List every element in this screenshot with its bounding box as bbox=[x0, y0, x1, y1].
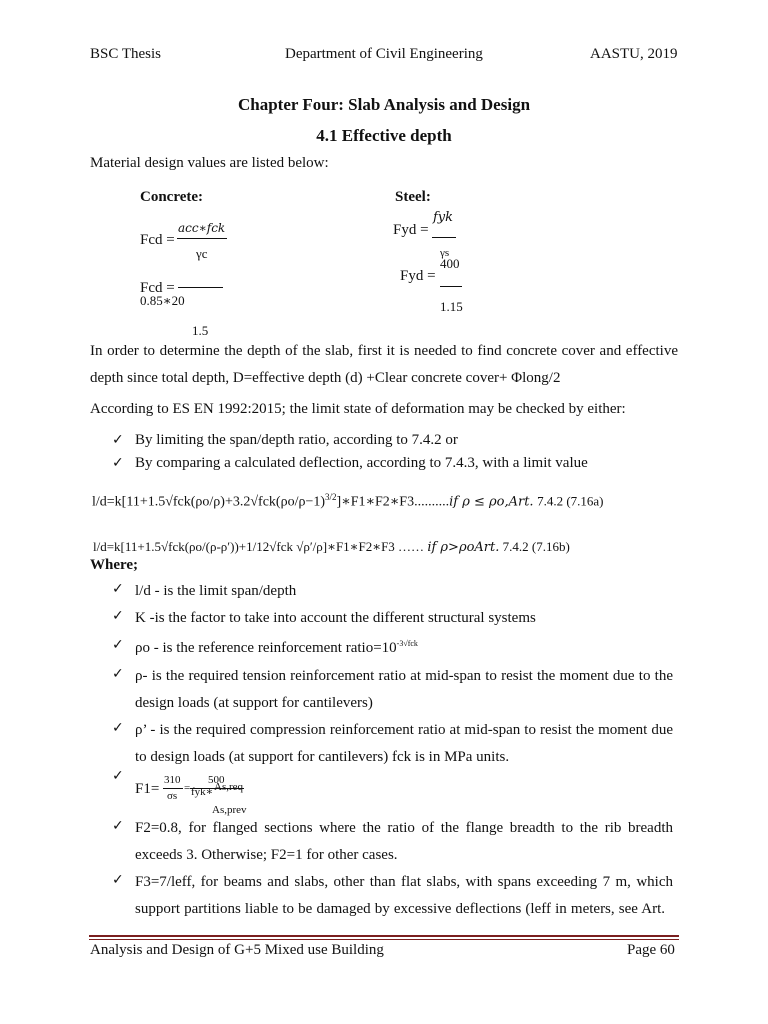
fyd-label: Fyd = bbox=[393, 222, 429, 238]
concrete-heading: Concrete: bbox=[140, 189, 204, 205]
equation-main: l/d=k[11+1.5√fck(ρo/(ρ-ρ′))+1/12√fck √ρ′/ρ]∗F1∗F2∗F3 …… bbox=[93, 539, 425, 554]
checkmark-icon: ✓ bbox=[112, 608, 124, 624]
steel-heading: Steel: bbox=[395, 189, 431, 205]
definition-item bbox=[135, 639, 418, 657]
definition-item-continued: to design loads (at support for cantilevers) fck is in MPa units. bbox=[135, 749, 510, 765]
list-item: By comparing a calculated deflection, according to 7.4.3, with a limit value bbox=[135, 455, 588, 471]
definition-text: ρo - is the reference reinforcement ratio=10 bbox=[135, 640, 397, 656]
checkmark-icon: ✓ bbox=[112, 637, 124, 653]
fcd2-denominator: 1.5 bbox=[192, 323, 209, 338]
equation-condition: if ρ ≤ ρo,Art. bbox=[449, 494, 534, 510]
definition-item: l/d - is the limit span/depth bbox=[135, 583, 297, 599]
intro-text: Material design values are listed below: bbox=[90, 155, 329, 171]
checkmark-icon: ✓ bbox=[112, 720, 124, 736]
definition-item-continued: design loads (at support for cantilevers) bbox=[135, 695, 373, 711]
fyd2-numerator: 400 bbox=[440, 256, 460, 271]
f1-label: F1= bbox=[135, 781, 160, 797]
f1-numerator-2: 500 bbox=[208, 774, 225, 786]
fyd-numerator: fyk bbox=[433, 210, 454, 225]
fcd-label: Fcd = bbox=[140, 232, 175, 248]
f1-fraction-line bbox=[163, 788, 183, 789]
where-label: Where; bbox=[90, 557, 139, 573]
definition-exponent: -3√fck bbox=[396, 639, 418, 648]
fyd-denominator: γs bbox=[440, 247, 450, 259]
header-right: AASTU, 2019 bbox=[590, 46, 678, 62]
footer-divider-thin bbox=[89, 939, 679, 940]
definition-item: ρ- is the required tension reinforcement ratio at mid-span to resist the moment due to the bbox=[135, 668, 673, 684]
paragraph-line: depth since total depth, D=effective depth (d) +Clear concrete cover+ Φlong/2 bbox=[90, 370, 561, 386]
checkmark-icon: ✓ bbox=[112, 581, 124, 597]
fyd-fraction-line bbox=[432, 237, 456, 238]
page-number: Page 60 bbox=[627, 942, 675, 958]
definition-item-continued: exceeds 3. Otherwise; F2=1 for other cases. bbox=[135, 847, 398, 863]
fcd2-fraction-line bbox=[178, 287, 223, 288]
f1-denominator-2: fyk∗ bbox=[191, 786, 214, 798]
checkmark-icon: ✓ bbox=[112, 768, 124, 784]
footer-divider bbox=[89, 935, 679, 937]
fyd2-fraction-line bbox=[440, 286, 462, 287]
section-title: 4.1 Effective depth bbox=[316, 126, 452, 145]
equation-exponent: 3/2 bbox=[325, 492, 337, 502]
list-item: By limiting the span/depth ratio, according to 7.4.2 or bbox=[135, 432, 458, 448]
fyd2-label: Fyd = bbox=[400, 268, 436, 284]
paragraph-line: In order to determine the depth of the slab, first it is needed to find concrete cover and effective bbox=[90, 343, 678, 359]
fcd-denominator: γc bbox=[196, 246, 208, 261]
definition-item: F2=0.8, for flanged sections where the ratio of the flange breadth to the rib breadth bbox=[135, 820, 673, 836]
definition-item-continued: support partitions liable to be damaged by excessive deflections (leff in meters, see Art. bbox=[135, 901, 665, 917]
equation-reference: 7.4.2 (7.16b) bbox=[502, 539, 570, 554]
equation-reference: 7.4.2 (7.16a) bbox=[537, 493, 604, 509]
paragraph-text: According to ES EN 1992:2015; the limit state of deformation may be checked by either: bbox=[90, 401, 626, 417]
equation-main: l/d=k[11+1.5√fck(ρo/ρ)+3.2√fck(ρo/ρ−1) bbox=[92, 494, 325, 510]
f1-as-req: As,req bbox=[214, 781, 244, 793]
fcd-numerator: acc∗fck bbox=[178, 221, 226, 235]
f1-as-prev: As,prev bbox=[212, 804, 247, 816]
chapter-title: Chapter Four: Slab Analysis and Design bbox=[237, 95, 531, 114]
f1-numerator: 310 bbox=[164, 774, 181, 786]
checkmark-icon: ✓ bbox=[112, 666, 124, 682]
equation-rest: ]∗F1∗F2∗F3.......... bbox=[336, 494, 450, 510]
header-center: Department of Civil Engineering bbox=[285, 46, 483, 62]
checkmark-icon: ✓ bbox=[112, 818, 124, 834]
definition-item: ρ’ - is the required compression reinforcement ratio at mid-span to resist the moment due bbox=[135, 722, 673, 738]
fcd2-numerator: 0.85∗20 bbox=[140, 293, 185, 308]
definition-item: F3=7/leff, for beams and slabs, other than flat slabs, with spans exceeding 7 m, which bbox=[135, 874, 673, 890]
f1-denominator: σs bbox=[167, 790, 178, 802]
equation-716a bbox=[92, 492, 604, 511]
equation-condition: if ρ>ρoArt. bbox=[427, 540, 500, 555]
footer-left: Analysis and Design of G+5 Mixed use Building bbox=[90, 942, 384, 958]
equation-716b bbox=[93, 539, 570, 555]
f1-equals: = bbox=[184, 782, 191, 794]
checkmark-icon: ✓ bbox=[112, 432, 124, 448]
fcd2-label: Fcd = bbox=[140, 280, 175, 296]
checkmark-icon: ✓ bbox=[112, 455, 124, 471]
header-left: BSC Thesis bbox=[90, 46, 161, 62]
fyd2-denominator: 1.15 bbox=[440, 299, 463, 314]
definition-item: K -is the factor to take into account the different structural systems bbox=[135, 610, 536, 626]
fcd-fraction-line bbox=[177, 238, 227, 239]
checkmark-icon: ✓ bbox=[112, 872, 124, 888]
